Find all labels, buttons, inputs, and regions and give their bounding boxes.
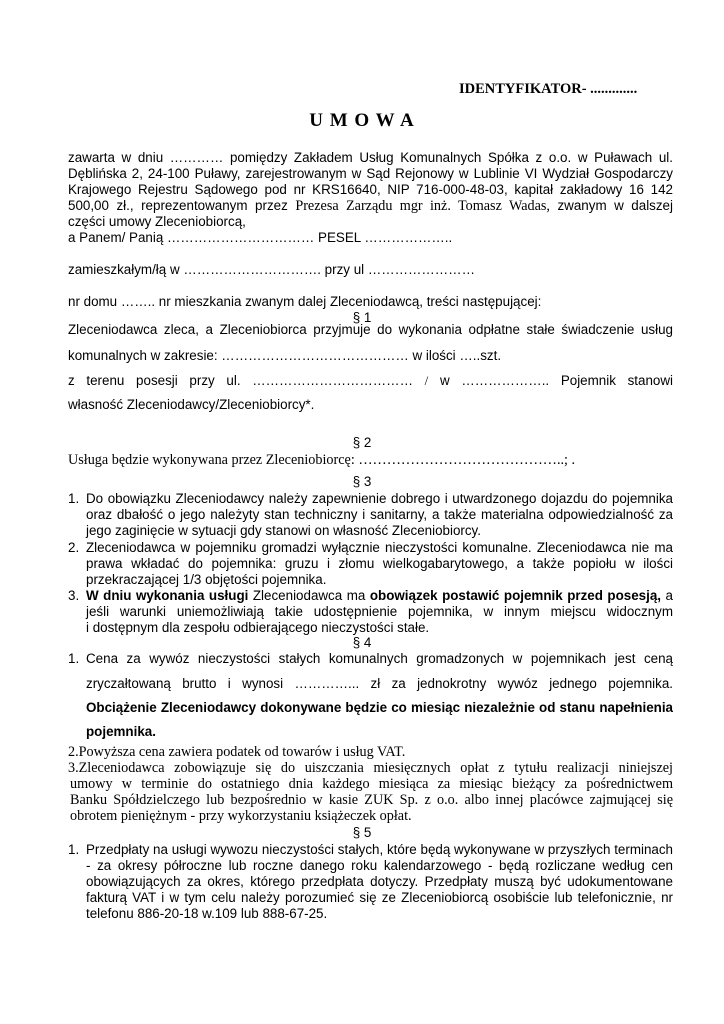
intro-house-line: nr domu …….. nr mieszkania zwanym dalej Zleceniodawcą, treści następującej: xyxy=(68,294,542,309)
section-3-item-2-line-3: przekraczającej 1/3 objętości pojemnika. xyxy=(86,572,327,587)
section-1-line-4: własność Zleceniodawcy/Zleceniobiorcy*. xyxy=(68,397,315,412)
intro-line-4-c: zwanym w dalszej xyxy=(549,198,673,213)
section-3-item-1-line-1: Do obowiązku Zleceniodawcy należy zapewnienie dobrego i utwardzonego dojazdu do pojemnika xyxy=(86,491,673,506)
section-3-item-1-line-3: jego zaginięcie w sytuacji gdy stanowi on własność Zleceniobiorcy. xyxy=(86,523,481,538)
section-5-heading: § 5 xyxy=(352,825,372,840)
section-3-item-1-number: 1. xyxy=(68,491,80,506)
intro-address-line: zamieszkałym/łą w …………………………. przy ul …………………… xyxy=(68,262,475,277)
section-4-item-3-line-4: obrotem pieniężnym - przy wykorzystaniu książeczek opłat. xyxy=(70,808,412,824)
section-4-item-1-line-1: Cena za wywóz nieczystości stałych komunalnych gromadzonych w pojemnikach jest ceną xyxy=(86,651,673,666)
section-5-item-1-line-1: Przedpłaty na usługi wywozu nieczystości stałych, które będą wykonywane w przyszłych terminach xyxy=(86,842,673,857)
intro-line-4 xyxy=(68,198,673,215)
page-title: U M O W A xyxy=(309,110,415,131)
section-5-item-1-number: 1. xyxy=(68,842,80,857)
section-4-billing-note: Obciążenie Zleceniodawcy dokonywane będzie co miesiąc niezależnie od stanu napełnienia xyxy=(86,700,673,715)
section-3-item-3-line-1 xyxy=(86,588,673,603)
intro-client-line: a Panem/ Panią …………………………… PESEL ……………….. xyxy=(68,230,453,245)
section-1-line-3 xyxy=(68,373,673,389)
section-4-item-2: 2.Powyższa cena zawiera podatek od towarów i usług VAT. xyxy=(68,744,406,760)
section-2-heading: § 2 xyxy=(352,435,372,450)
section-4-item-3-line-1: 3.Zleceniodawca zobowiązuje się do uiszczania miesięcznych opłat z tytułu realizacji niniejszej xyxy=(68,760,673,776)
container-obligation-emphasis: obowiązek postawić pojemnik przed posesją, xyxy=(369,588,662,603)
section-5-item-1-line-4: fakturą VAT i w tym celu należy porozumieć się ze Zleceniobiorcą osobiście lub telefonicznie, nr xyxy=(86,890,673,905)
intro-line-4-a: 500,00 zł., reprezentowanym przez xyxy=(68,198,296,213)
section-1-line-3-a: z terenu posesji przy ul. ……………………………… xyxy=(68,373,425,388)
section-3-item-2-number: 2. xyxy=(68,540,80,555)
section-4-item-3-line-2: umowy w terminie do ostatniego dnia każdego miesiąca za miesiąc bieżący za pośrednictwem xyxy=(70,776,673,792)
section-3-item-3-line-3: i dostępnym dla zespołu odbierającego nieczystości stałe. xyxy=(86,620,430,635)
section-1-line-3-c: w ……………….. Pojemnik stanowi xyxy=(428,373,673,388)
section-5-item-1-line-3: obowiązujących za okres, którego przedpłata dotyczy. Przedpłaty muszą być udokumentowane xyxy=(86,874,673,889)
section-4-heading: § 4 xyxy=(352,635,372,650)
section-2-line-1: Usługa będzie wykonywana przez Zleceniobiorcę: ……………………………………..; . xyxy=(68,452,576,468)
section-3-item-1-line-2: oraz dbałość o jego należyty stan techniczny i sanitarny, a także materialna odpowiedzialność za xyxy=(86,507,673,522)
service-day-emphasis: W dniu wykonania usługi xyxy=(86,588,249,603)
document-identifier: IDENTYFIKATOR- ............. xyxy=(459,81,638,97)
section-3-heading: § 3 xyxy=(352,474,372,489)
section-3-item-2-line-1: Zleceniodawca w pojemniku gromadzi wyłącznie nieczystości komunalne. Zleceniodawca nie ma xyxy=(86,540,673,555)
section-4-billing-note-end: pojemnika. xyxy=(86,724,156,739)
intro-line-1: zawarta w dniu ………… pomiędzy Zakładem Usług Komunalnych Spółka z o.o. w Puławach ul. xyxy=(68,150,673,165)
section-5-item-1-line-2: - za okresy półroczne lub roczne danego roku kalendarzowego - będą rozliczane według cen xyxy=(86,858,673,873)
section-4-item-3-line-3: Banku Spółdzielczego lub bezpośrednio w kasie ZUK Sp. z o.o. albo innej placówce zajmującej się xyxy=(70,792,673,808)
section-3-item-3-line-2: jeśli warunki uniemożliwiają takie udostępnienie pojemnika, w innym miejscu widocznym xyxy=(86,604,673,619)
section-1-heading: § 1 xyxy=(352,310,372,325)
section-4-item-1-number: 1. xyxy=(68,651,80,666)
section-1-line-1: Zleceniodawca zleca, a Zleceniobiorca przyjmuje do wykonania odpłatne stałe świadczenie usług xyxy=(68,322,673,337)
section-5-item-1-line-5: telefonu 886-20-18 w.109 lub 888-67-25. xyxy=(86,906,328,921)
section-1-slash: / xyxy=(424,373,429,388)
section-3-item-3-line-1-d: a xyxy=(661,588,673,603)
section-3-item-2-line-2: prawa wkładać do pojemnika: gruzu i złomu wielkogabarytowego, a także popiołu w ilości xyxy=(86,556,673,571)
intro-representative: Prezesa Zarządu mgr inż. Tomasz Wadas, xyxy=(295,198,550,214)
intro-line-3: Krajowego Rejestru Sądowego pod nr KRS16640, NIP 716-000-48-03, kapitał zakładowy 16 142 xyxy=(68,182,673,197)
intro-line-2: Dęblińska 2, 24-100 Puławy, zarejestrowanym w Sąd Rejonowy w Lublinie VI Wydział Gospodarczy xyxy=(68,166,673,181)
section-3-item-3-line-1-b: Zleceniodawca ma xyxy=(248,588,370,603)
section-1-line-2: komunalnych w zakresie: …………………………………… w ilości …..szt. xyxy=(68,348,502,363)
section-4-item-1-line-2: zryczałtowaną brutto i wynosi …………... zł za jednokrotny wywóz jednego pojemnika. xyxy=(86,676,673,691)
intro-line-5: części umowy Zleceniobiorcą, xyxy=(68,214,246,229)
section-3-item-3-number: 3. xyxy=(68,588,80,603)
